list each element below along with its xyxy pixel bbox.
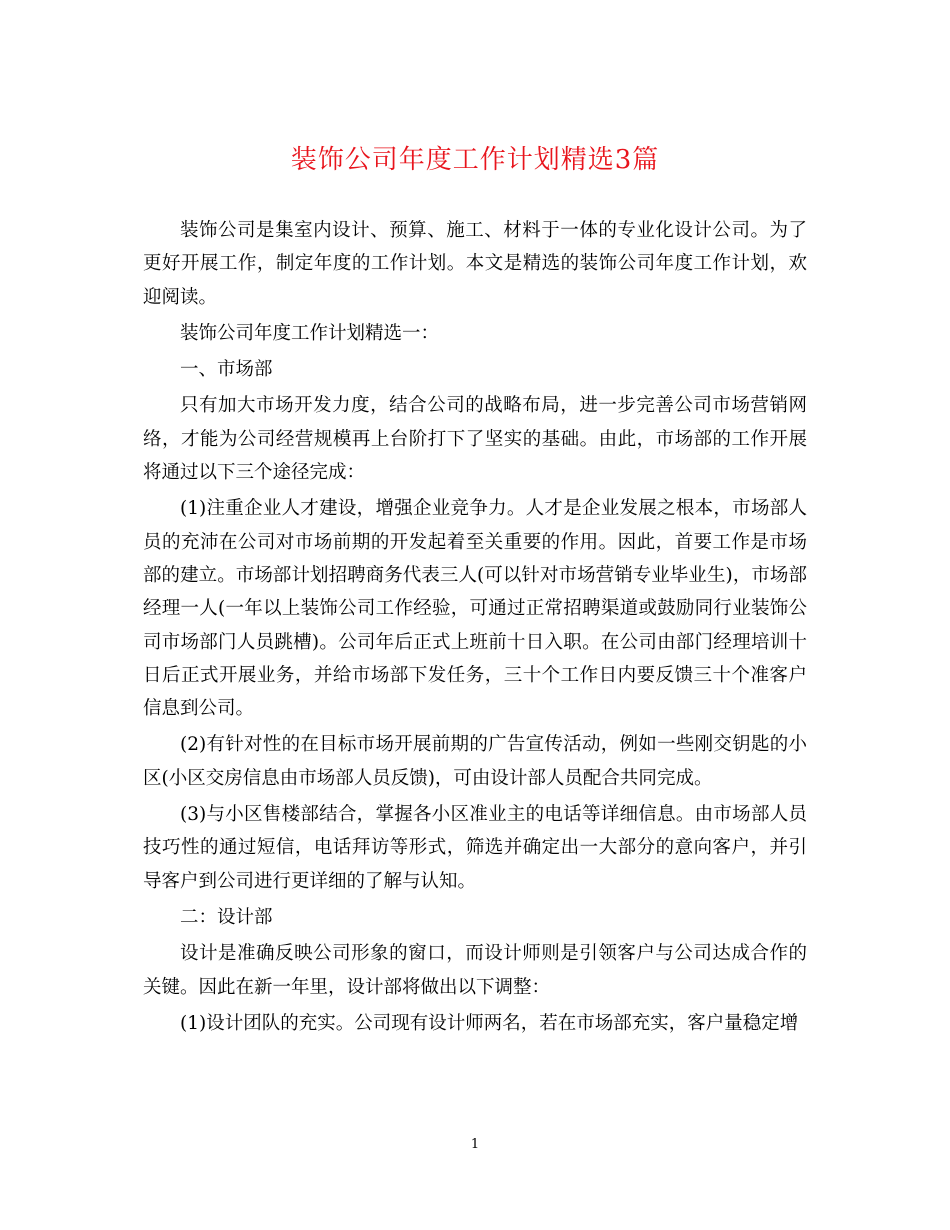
section-heading-market-dept: 一、市场部 (180, 359, 273, 381)
paragraph-market-item-1: (1)注重企业人才建设，增强企业竞争力。人才是企业发展之根本，市场部人员的充沛在公司对市场前期的开发起着至关重要的作用。因此，首要工作是市场部的建立。市场部计划招聘商务代表三人(可以针对市场营销专业毕业生)，市场部经理一人(一年以上装饰公司工作经验，可通过正常招聘渠道或鼓励同行业装饰公司市场部门人员跳槽)。公司年后正式上班前十日入职。在公司由部门经理培训十日后正式开展业务，并给市场部下发任务，三十个工作日内要反馈三十个准客户信息到公司。 (143, 498, 807, 720)
paragraph-design-item-1: (1)设计团队的充实。公司现有设计师两名，若在市场部充实，客户量稳定增 (180, 1012, 799, 1034)
page-number: 1 (470, 1137, 480, 1152)
paragraph-intro: 装饰公司是集室内设计、预算、施工、材料于一体的专业化设计公司。为了更好开展工作，制定年度的工作计划。本文是精选的装饰公司年度工作计划，欢迎阅读。 (143, 220, 807, 308)
document-body (143, 214, 807, 1043)
paragraph-market-overview: 只有加大市场开发力度，结合公司的战略布局，进一步完善公司市场营销网络，才能为公司经营规模再上台阶打下了坚实的基础。由此，市场部的工作开展将通过以下三个途径完成： (143, 395, 807, 484)
paragraph-market-item-3: (3)与小区售楼部结合，掌握各小区准业主的电话等详细信息。由市场部人员技巧性的通过短信，电话拜访等形式，筛选并确定出一大部分的意向客户，并引导客户到公司进行更详细的了解与认知。 (143, 804, 807, 892)
paragraph-market-item-2: (2)有针对性的在目标市场开展前期的广告宣传活动，例如一些刚交钥匙的小区(小区交房信息由市场部人员反馈)，可由设计部人员配合共同完成。 (143, 734, 807, 789)
document-title: 装饰公司年度工作计划精选3篇 (290, 145, 660, 175)
paragraph-design-overview: 设计是准确反映公司形象的窗口，而设计师则是引领客户与公司达成合作的关键。因此在新一年里，设计部将做出以下调整： (143, 943, 807, 998)
section-heading-design-dept: 二：设计部 (180, 906, 273, 928)
section-heading-plan-one: 装饰公司年度工作计划精选一： (180, 322, 440, 344)
